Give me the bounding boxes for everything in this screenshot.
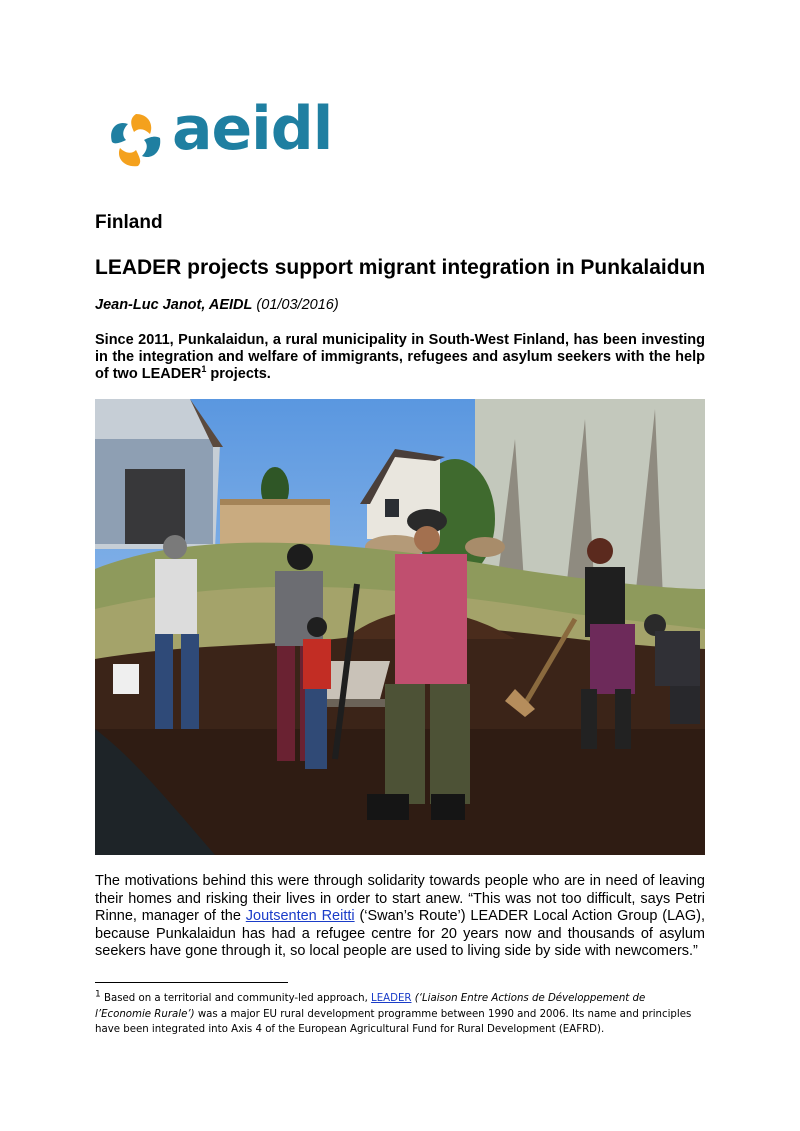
article-title: LEADER projects support migrant integration in Punkalaidun <box>95 256 706 279</box>
body-paragraph <box>95 873 705 961</box>
footnote-divider <box>95 982 288 983</box>
publication-date: (01/03/2016) <box>256 297 339 313</box>
body-text-part-1: The motivations behind this were through solidarity towards people who are in need of leaving their homes and risking their lives in order to start anew. “This was not too difficult, says Petri Rinne, manager of the <box>95 873 705 924</box>
leader-link[interactable]: LEADER <box>371 993 412 1004</box>
footnote-reference[interactable]: 1 <box>201 364 207 375</box>
footnote-text-part-1: Based on a territorial and community-led approach, <box>100 993 372 1004</box>
footnote <box>95 991 695 1038</box>
footnote-text-part-2: was a major EU rural development programme between 1990 and 2006. Its name and principles have been integrated into Axis 4 of the European Agricultural Fund for Rural Development (EAFRD). <box>95 1008 692 1035</box>
byline <box>95 297 339 313</box>
article-photo <box>95 399 705 855</box>
footnote-italic-text: (‘Liaison Entre Actions de Développement de l’Economie Rurale’) <box>95 993 646 1020</box>
joutsenten-reitti-link[interactable]: Joutsenten Reitti <box>245 908 355 924</box>
author-name: Jean-Luc Janot, AEIDL <box>95 297 253 313</box>
lead-paragraph <box>95 332 705 383</box>
logo-wordmark: aeidl <box>172 94 333 164</box>
aeidl-emblem-icon <box>104 108 168 172</box>
aeidl-logo <box>104 94 344 178</box>
volunteers-gardening-photo <box>95 399 705 855</box>
footnote-number: 1 <box>95 989 101 1000</box>
body-text-part-2: (‘Swan’s Route’) LEADER Local Action Group (LAG), because Punkalaidun has had a refugee centre for 20 years now and thousands of asylum seekers have gone through it, so local people are used to living side by side with newcomers.” <box>95 908 705 959</box>
country-heading: Finland <box>95 212 163 233</box>
lead-text: Since 2011, Punkalaidun, a rural municipality in South-West Finland, has been investing in the integration and welfare of immigrants, refugees and asylum seekers with the help of two LEADER <box>95 332 705 382</box>
lead-text-end: projects. <box>206 366 271 382</box>
